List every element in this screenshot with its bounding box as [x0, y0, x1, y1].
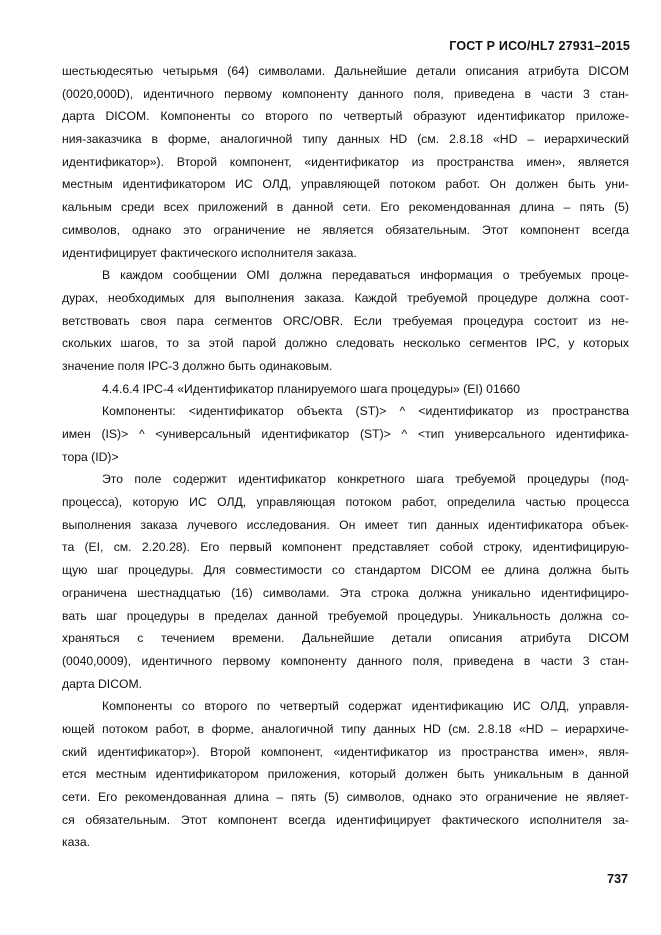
- text-line: ветствовать своя пара сегментов ORC/OBR. Если требуемая процедура состоит из не-: [62, 313, 629, 328]
- text-line: Это поле содержит идентификатор конкретного шага требуемой процедуры (под-: [102, 472, 629, 487]
- text-line: имен (IS)> ^ <универсальный идентификатор (ST)> ^ <тип универсального идентифика-: [62, 427, 629, 441]
- text-line: щую шаг процедуры. Для совместимости со стандартом DICOM ее длина должна быть: [62, 563, 629, 578]
- text-line: вать шаг процедуры в пределах данной требуемой процедуры. Уникальность должна со-: [62, 608, 629, 623]
- text-line: кальным среди всех приложений в данной сети. Его рекомендованная длина – пять (5): [62, 200, 629, 215]
- text-line: 4.4.6.4 IPC-4 «Идентификатор планируемого шага процедуры» (EI) 01660: [102, 381, 521, 396]
- text-line: идентификатор»). Второй компонент, «идентификатор из пространства имен», является: [62, 154, 629, 169]
- text-line: ющей потоком работ, в форме, аналогичной типу данных HD (см. 2.8.18 «HD – иерархиче-: [62, 721, 629, 736]
- text-line: сети. Его рекомендованная длина – пять (5) символов, однако это ограничение не являет-: [62, 790, 629, 804]
- text-line: Компоненты: <идентификатор объекта (ST)> ^ <идентификатор из пространства: [102, 404, 629, 419]
- text-line: тора (ID)>: [62, 449, 119, 464]
- text-line: выполнения заказа лучевого исследования. Он имеет тип данных идентификатора объек-: [62, 517, 629, 532]
- text-line: процесса), которую ИС ОЛД, управляющая потоком работ, определила частью процесса: [62, 495, 629, 510]
- text-line: Компоненты со второго по четвертый содержат идентификацию ИС ОЛД, управля-: [102, 699, 629, 714]
- text-line: храняться с течением времени. Дальнейшие детали описания атрибута DICOM: [62, 631, 629, 646]
- text-line: ограничена шестнадцатью (16) символами. Эта строка должна уникально идентифициро-: [62, 585, 629, 600]
- text-line: местным идентификатором ИС ОЛД, управляющей потоком работ. Он должен быть уни-: [62, 177, 629, 192]
- document-body: [62, 60, 629, 854]
- text-line: В каждом сообщении OMI должна передаваться информация о требуемых проце-: [102, 268, 629, 283]
- text-line: ется местным идентификатором приложения, который должен быть уникальным в данной: [62, 767, 629, 782]
- text-line: та (EI, см. 2.20.28). Его первый компонент представляет собой строку, идентифицирую-: [62, 540, 629, 555]
- text-line: (0020,000D), идентичного первому компоненту данного поля, приведена в части 3 стан-: [62, 86, 629, 101]
- text-line: значение поля IPC-3 должно быть одинаковым.: [62, 358, 333, 373]
- text-line: дурах, необходимых для выполнения заказа. Каждой требуемой процедуре должна соот-: [62, 290, 629, 305]
- text-line: ский идентификатор»). Второй компонент, «идентификатор из пространства имен», явля-: [62, 744, 629, 759]
- text-line: ния-заказчика в форме, аналогичной типу данных HD (см. 2.8.18 «HD – иерархический: [62, 132, 629, 147]
- text-line: символов, однако это ограничение не является обязательным. Этот компонент всегда: [62, 222, 629, 237]
- text-line: шестьюдесятью четырьмя (64) символами. Дальнейшие детали описания атрибута DICOM: [62, 64, 629, 78]
- text-line: дарта DICOM. Компоненты со второго по четвертый образуют идентификатор приложе-: [62, 109, 629, 124]
- text-line: ся обязательным. Этот компонент всегда идентифицирует фактического исполнителя за-: [62, 812, 629, 827]
- text-line: каза.: [62, 835, 90, 850]
- text-line: (0040,0009), идентичного первому компоненту данного поля, приведена в части 3 стан-: [62, 653, 629, 668]
- text-line: идентифицирует фактического исполнителя заказа.: [62, 245, 357, 260]
- text-line: скольких шагов, то за этой парой должно следовать несколько сегментов IPC, у которых: [62, 336, 629, 351]
- text-line: дарта DICOM.: [62, 676, 143, 691]
- page-number: 737: [607, 872, 628, 886]
- document-header: ГОСТ Р ИСО/HL7 27931–2015: [449, 39, 630, 53]
